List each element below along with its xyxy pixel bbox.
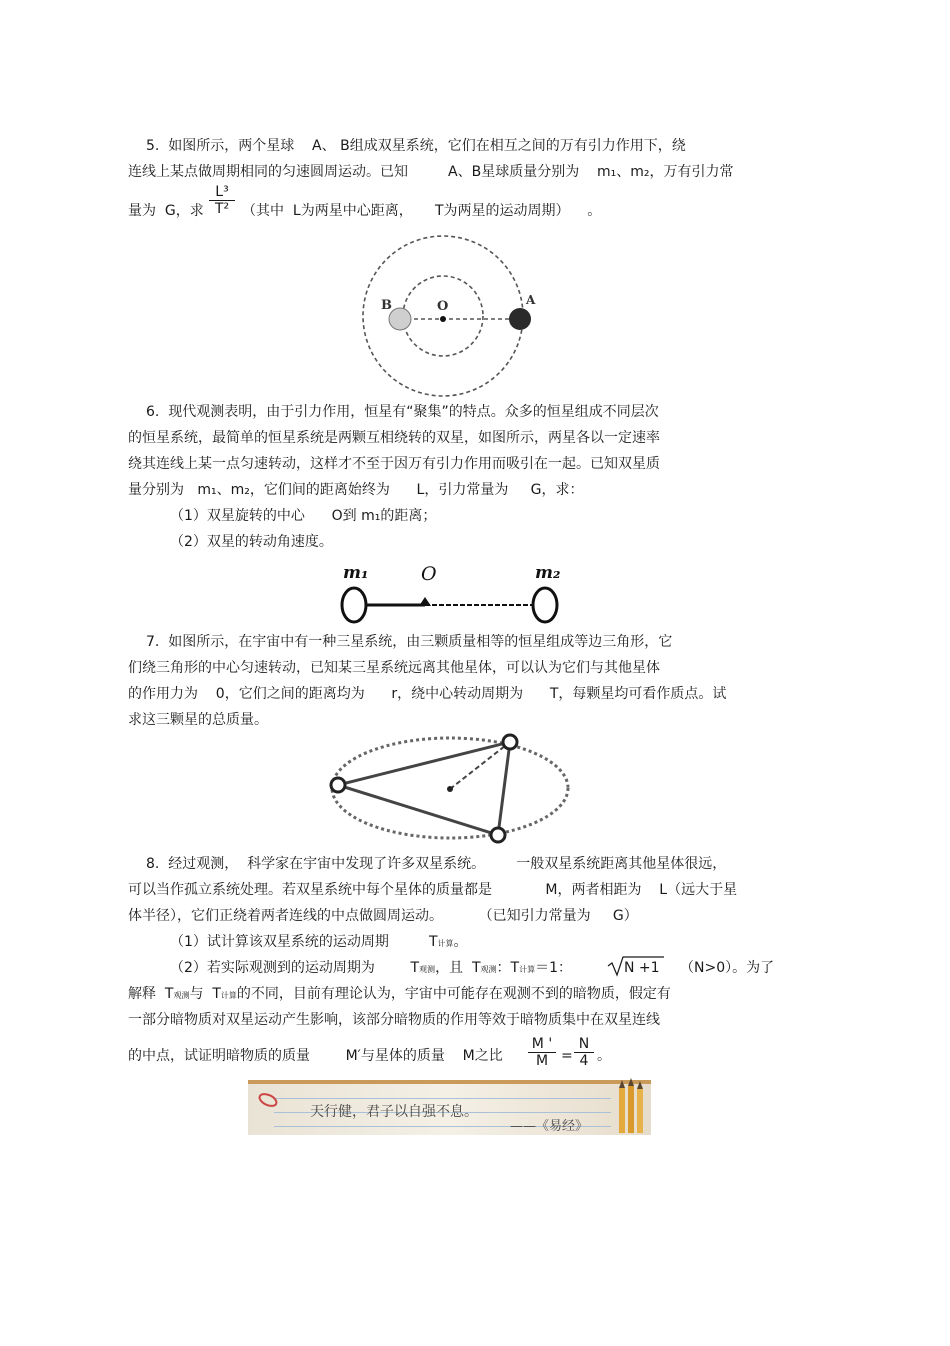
q8-line-6 (128, 985, 671, 1005)
q8-l5a: （2）若实际观测到的运动周期为 T (170, 960, 420, 976)
q8-l4-sub: 计算 (437, 939, 454, 948)
label-m2: m₂ (535, 563, 561, 583)
q5-line-3b: （其中 L为两星中心距离， T为两星的运动周期） 。 (242, 203, 602, 219)
q8-l5-sub2: 观测 (480, 965, 497, 974)
q7-line-3: 的作用力为 0，它们之间的距离均为 r，绕中心转动周期为 T，每颗星均可看作质点。试 (128, 686, 727, 702)
q8-fraction-2 (574, 1036, 594, 1069)
center-o-marker (419, 597, 431, 606)
label-o: O (421, 563, 437, 585)
q8-sqrt-content: N +1 (624, 960, 660, 976)
quote-banner (248, 1080, 651, 1135)
q8-line-5 (170, 959, 572, 979)
q8-l5c: ：T (496, 960, 520, 976)
q8-l4a: （1）试计算该双星系统的运动周期 T (170, 934, 438, 950)
q8-l5-sub1: 观测 (419, 965, 436, 974)
q8-frac1-den: M (528, 1052, 556, 1069)
banner-quote: 天行健，君子以自强不息。 (310, 1104, 478, 1120)
paperclip-icon (254, 1088, 284, 1118)
q8-l4b: 。 (453, 934, 468, 950)
q5-line-2: 连线上某点做周期相同的匀速圆周运动。已知 A、B星球质量分别为 m₁、m₂，万有引力常 (128, 164, 734, 180)
q8-line-8b: 。 (597, 1048, 611, 1064)
q5-line-3a: 量为 G，求 (128, 203, 204, 219)
q8-frac2-num: N (578, 1036, 590, 1052)
q8-line-3: 体半径），它们正绕着两者连线的中点做圆周运动。 （已知引力常量为 G） (128, 908, 638, 924)
star-a (509, 308, 531, 330)
label-o: O (437, 299, 449, 314)
q7-figure (331, 735, 568, 842)
triangle (338, 742, 510, 835)
label-m1: m₁ (343, 563, 369, 583)
q6-line-1: 6. 现代观测表明，由于引力作用，恒星有“聚集”的特点。众多的恒星组成不同层次 (146, 404, 659, 420)
q7-line-1: 7. 如图所示，在宇宙中有一种三星系统，由三颗质量相等的恒星组成等边三角形，它 (146, 634, 673, 650)
center-o (440, 316, 446, 322)
q8-equals: = (561, 1048, 573, 1064)
q8-l5d: ＝1： (535, 960, 572, 976)
q8-l6b: 与 T (189, 986, 221, 1002)
q8-fraction-1 (528, 1036, 556, 1069)
star-m1 (342, 588, 366, 622)
q8-line-4 (170, 933, 468, 953)
q6-line-3: 绕其连线上某一点匀速转动，这样才不至于因万有引力作用而吸引在一起。已知双星质 (128, 456, 660, 472)
q8-line-2: 可以当作孤立系统处理。若双星系统中每个星体的质量都是 M，两者相距为 L（远大于星 (128, 882, 738, 898)
banner-source: ——《易经》 (510, 1119, 589, 1134)
q8-l5b: ，且 T (435, 960, 481, 976)
label-a: A (526, 293, 536, 307)
center-point (447, 786, 453, 792)
q8-frac1-num: M ' (531, 1036, 553, 1052)
q6-line-4: 量分别为 m₁、m₂，它们间的距离始终为 L，引力常量为 G，求： (128, 482, 584, 498)
q8-l6a: 解释 T (128, 986, 174, 1002)
q5-frac-num: L³ (215, 184, 229, 200)
q7-line-2: 们绕三角形的中心匀速转动，已知某三星系统远离其他星体，可以认为它们与其他星体 (128, 660, 660, 676)
star-3 (491, 828, 505, 842)
q5-line-1: 5. 如图所示，两个星球 A、 B组成双星系统，它们在相互之间的万有引力作用下，绕 (146, 138, 686, 154)
q8-line-1: 8. 经过观测， 科学家在宇宙中发现了许多双星系统。 一般双星系统距离其他星体很远， (146, 856, 727, 872)
banner-rule (274, 1098, 611, 1099)
q8-frac2-den: 4 (574, 1052, 594, 1069)
q6-line-5: （1）双星旋转的中心 O到 m₁的距离； (170, 508, 437, 524)
star-1 (503, 735, 517, 749)
label-b: B (381, 298, 392, 313)
q8-l6-sub1: 观测 (173, 991, 190, 1000)
q8-l6c: 的不同，目前有理论认为，宇宙中可能存在观测不到的暗物质，假定有 (236, 986, 671, 1002)
q8-line-5e: （N>0）。为了 (680, 960, 775, 976)
q6-figure (342, 563, 560, 622)
star-b (389, 308, 411, 330)
q8-line-7: 一部分暗物质对双星运动产生影响，该部分暗物质的作用等效于暗物质集中在双星连线 (128, 1012, 660, 1028)
q6-line-6: （2）双星的转动角速度。 (170, 534, 333, 550)
q8-l5-sub3: 计算 (519, 965, 536, 974)
pencils-icon (615, 1080, 651, 1135)
q7-line-4: 求这三颗星的总质量。 (128, 712, 268, 728)
q8-line-8a: 的中点，试证明暗物质的质量 M′与星体的质量 M之比 (128, 1048, 503, 1064)
q5-frac-den: T² (209, 200, 235, 217)
q6-line-2: 的恒星系统，最简单的恒星系统是两颗互相绕转的双星，如图所示，两星各以一定速率 (128, 430, 660, 446)
q5-figure (363, 236, 536, 396)
star-m2 (533, 588, 557, 622)
q8-l6-sub2: 计算 (220, 991, 237, 1000)
star-2 (331, 778, 345, 792)
